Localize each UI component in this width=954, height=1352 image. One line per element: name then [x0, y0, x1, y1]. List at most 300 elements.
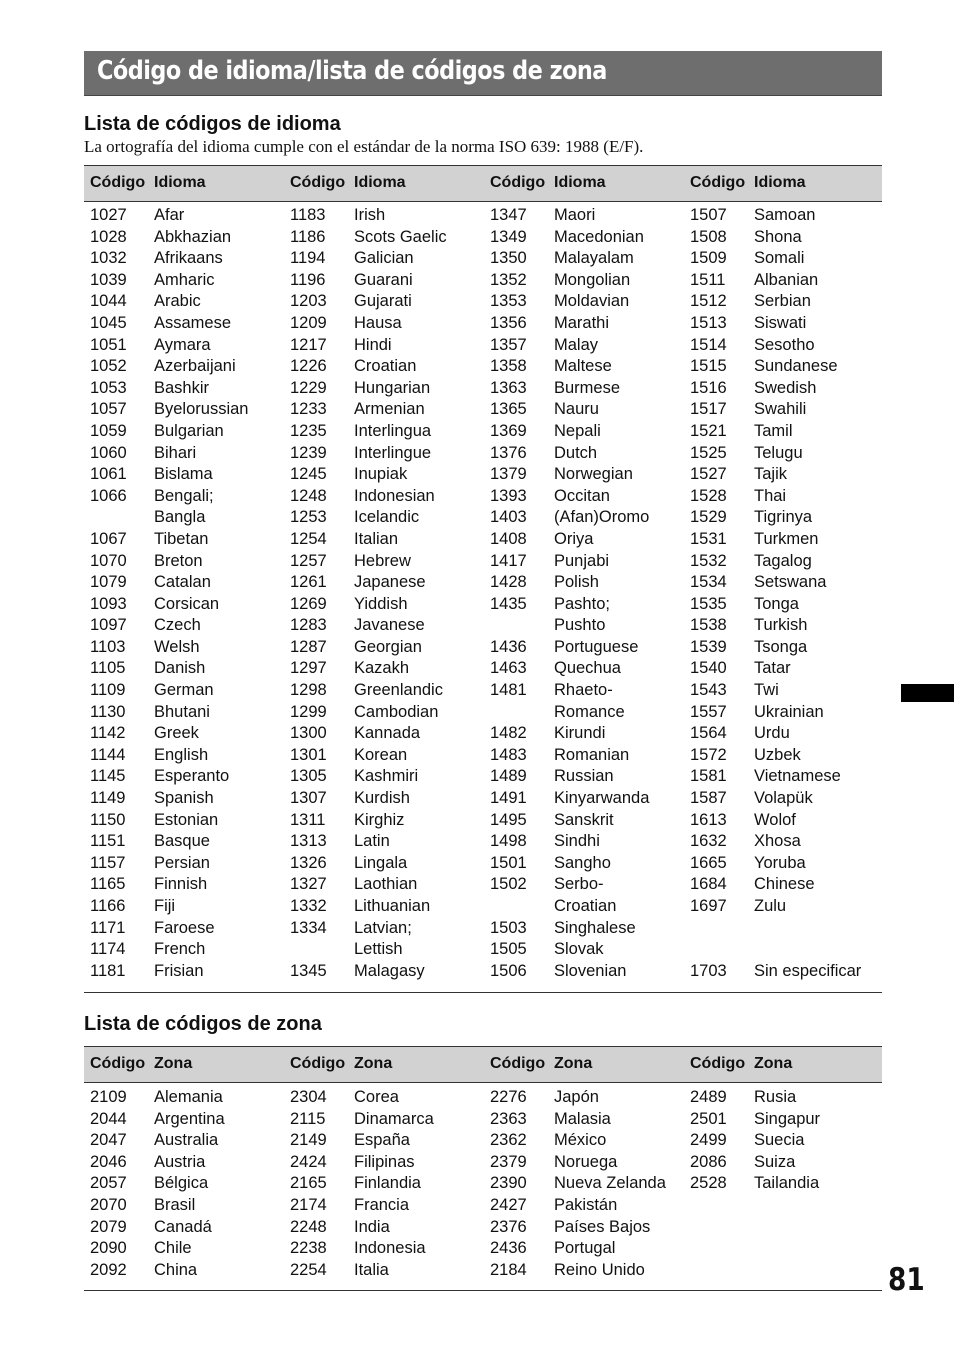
code-cell: 1053: [90, 378, 127, 397]
name-cell: Slovak: [554, 940, 604, 959]
code-cell: 1684: [690, 875, 727, 894]
name-cell: Moldavian: [554, 292, 630, 311]
header-zone: Zona: [154, 1055, 193, 1072]
code-cell: 1301: [290, 745, 327, 764]
header-code: Código: [690, 1055, 746, 1072]
name-cell: Rhaeto-: [554, 681, 613, 700]
code-cell: 1428: [490, 573, 527, 592]
code-cell: 2248: [290, 1217, 327, 1236]
name-cell: Suiza: [754, 1152, 796, 1171]
name-cell: Croatian: [354, 357, 417, 376]
header-code: Código: [290, 174, 346, 191]
name-cell: Marathi: [554, 313, 610, 332]
code-cell: 1028: [90, 227, 127, 246]
code-cell: 1142: [90, 724, 126, 743]
name-cell: Occitan: [554, 486, 610, 505]
name-cell: Nepali: [554, 421, 601, 440]
name-cell: Urdu: [754, 724, 790, 743]
code-cell: 1269: [290, 594, 327, 613]
name-cell: Alemania: [154, 1088, 223, 1106]
name-cell: Filipinas: [354, 1152, 415, 1171]
name-cell: Thai: [754, 486, 787, 505]
code-cell: 1376: [490, 443, 527, 462]
name-cell: Malagasy: [354, 961, 425, 980]
code-cell: 1350: [490, 249, 527, 268]
name-cell: Siswati: [754, 313, 807, 332]
code-cell: 2362: [490, 1131, 527, 1150]
zone-table-body: [84, 1083, 882, 1290]
code-cell: 1495: [490, 810, 527, 829]
code-cell: 1066: [90, 486, 127, 505]
code-cell: 1093: [90, 594, 127, 613]
name-cell: Russian: [554, 767, 614, 786]
code-cell: 1248: [290, 486, 327, 505]
page-title-bar: [84, 51, 882, 96]
code-cell: 2390: [490, 1174, 527, 1193]
code-cell: 2424: [290, 1152, 327, 1171]
code-cell: 1363: [490, 378, 527, 397]
code-cell: 1254: [290, 529, 327, 548]
code-cell: 1057: [90, 400, 127, 419]
name-cell: Tamil: [754, 421, 793, 440]
name-cell: Sesotho: [754, 335, 815, 354]
name-cell: Turkish: [754, 616, 808, 635]
name-cell: Abkhazian: [154, 227, 232, 246]
code-cell: 1507: [690, 206, 727, 224]
name-cell: Frisian: [154, 961, 204, 980]
name-cell: Estonian: [154, 810, 219, 829]
name-cell: Pakistán: [554, 1195, 618, 1214]
code-cell: 1166: [90, 897, 126, 915]
code-cell: 1283: [290, 616, 327, 635]
code-cell: 1203: [290, 292, 327, 311]
code-cell: 1557: [690, 702, 727, 721]
code-cell: 1527: [690, 465, 727, 484]
code-cell: 1514: [690, 335, 727, 354]
code-cell: 1502: [490, 875, 527, 894]
name-cell: Bélgica: [154, 1174, 209, 1193]
code-cell: 1517: [690, 400, 727, 419]
code-cell: 1299: [290, 702, 327, 721]
code-cell: 1703: [690, 961, 727, 980]
code-cell: 1145: [90, 767, 126, 786]
code-cell: 1353: [490, 292, 527, 311]
code-cell: 1581: [690, 767, 727, 786]
code-cell: 1435: [490, 594, 527, 613]
code-cell: 1253: [290, 508, 327, 527]
name-cell: Czech: [154, 616, 201, 635]
name-cell: Oriya: [554, 529, 594, 548]
code-cell: 1181: [90, 961, 126, 980]
name-cell: Somali: [754, 249, 805, 268]
name-cell: Setswana: [754, 573, 827, 592]
name-cell: Kurdish: [354, 789, 410, 808]
code-cell: 1540: [690, 659, 727, 678]
name-cell: Tailandia: [754, 1174, 820, 1193]
code-cell: 1508: [690, 227, 727, 246]
code-cell: 1498: [490, 832, 527, 851]
code-cell: 1489: [490, 767, 527, 786]
name-cell: Shona: [754, 227, 802, 246]
section-tab-marker: [901, 684, 954, 702]
name-cell: Bislama: [154, 465, 213, 484]
code-cell: 1130: [90, 702, 126, 721]
code-cell: 1144: [90, 745, 126, 764]
code-cell: 1632: [690, 832, 727, 851]
name-cell: Japanese: [354, 573, 426, 592]
name-cell: Assamese: [154, 313, 232, 332]
name-cell: Japón: [554, 1088, 599, 1106]
name-cell: Icelandic: [354, 508, 420, 527]
name-cell: Latvian;: [354, 918, 412, 937]
name-cell: Sundanese: [754, 357, 838, 376]
code-cell: 1365: [490, 400, 527, 419]
name-cell: Cambodian: [354, 702, 439, 721]
code-cell: 1059: [90, 421, 127, 440]
name-cell: Bulgarian: [154, 421, 224, 440]
code-cell: 1393: [490, 486, 527, 505]
code-cell: 1345: [290, 961, 327, 980]
code-cell: 1149: [90, 789, 126, 808]
code-cell: 1039: [90, 270, 127, 289]
header-zone: Zona: [354, 1055, 393, 1072]
name-cell: Romance: [554, 702, 625, 721]
code-cell: 1235: [290, 421, 327, 440]
name-cell: Byelorussian: [154, 400, 249, 419]
code-cell: 1257: [290, 551, 327, 570]
name-cell: Sangho: [554, 853, 611, 872]
code-cell: 1109: [90, 681, 126, 700]
name-cell: Lettish: [354, 940, 403, 959]
code-cell: 1408: [490, 529, 527, 548]
code-cell: 1352: [490, 270, 527, 289]
code-cell: 1572: [690, 745, 727, 764]
name-cell: Maori: [554, 206, 596, 224]
code-cell: 2174: [290, 1195, 327, 1214]
name-cell: Bangla: [154, 508, 206, 527]
zone-code-table: [84, 1046, 882, 1291]
code-cell: 1491: [490, 789, 527, 808]
name-cell: Mongolian: [554, 270, 631, 289]
name-cell: Guarani: [354, 270, 413, 289]
code-cell: 1505: [490, 940, 527, 959]
code-cell: 1483: [490, 745, 527, 764]
code-cell: 1245: [290, 465, 327, 484]
name-cell: Amharic: [154, 270, 215, 289]
name-cell: Tsonga: [754, 637, 808, 656]
code-cell: 2363: [490, 1109, 527, 1128]
code-cell: 1194: [290, 249, 326, 268]
code-cell: 1150: [90, 810, 126, 829]
code-cell: 1356: [490, 313, 527, 332]
name-cell: Uzbek: [754, 745, 801, 764]
name-cell: Bashkir: [154, 378, 210, 397]
code-cell: 2165: [290, 1174, 327, 1193]
name-cell: Welsh: [154, 637, 200, 656]
code-cell: 1226: [290, 357, 327, 376]
code-cell: 1436: [490, 637, 527, 656]
name-cell: Austria: [154, 1152, 206, 1171]
name-cell: Rusia: [754, 1088, 797, 1106]
name-cell: Bengali;: [154, 486, 214, 505]
name-cell: Georgian: [354, 637, 422, 656]
code-cell: 1349: [490, 227, 527, 246]
header-code: Código: [290, 1055, 346, 1072]
name-cell: Romanian: [554, 745, 630, 764]
name-cell: Polish: [554, 573, 599, 592]
header-code: Código: [690, 174, 746, 191]
name-cell: Pushto: [554, 616, 606, 635]
name-cell: Pashto;: [554, 594, 610, 613]
code-cell: 1665: [690, 853, 727, 872]
name-cell: Armenian: [354, 400, 425, 419]
code-cell: 1539: [690, 637, 727, 656]
header-language: Idioma: [354, 174, 406, 191]
code-cell: 2304: [290, 1088, 327, 1106]
name-cell: China: [154, 1260, 198, 1279]
name-cell: Kirghiz: [354, 810, 405, 829]
name-cell: Danish: [154, 659, 206, 678]
code-cell: 1045: [90, 313, 127, 332]
name-cell: Xhosa: [754, 832, 801, 851]
header-code: Código: [490, 174, 546, 191]
name-cell: Sindhi: [554, 832, 600, 851]
code-cell: 1233: [290, 400, 327, 419]
code-cell: 1313: [290, 832, 327, 851]
name-cell: Australia: [154, 1131, 219, 1150]
name-cell: Twi: [754, 681, 779, 700]
code-cell: 1587: [690, 789, 727, 808]
code-cell: 1506: [490, 961, 527, 980]
code-cell: 1311: [290, 810, 326, 829]
name-cell: Vietnamese: [754, 767, 841, 786]
code-cell: 1079: [90, 573, 127, 592]
code-cell: 1509: [690, 249, 727, 268]
code-cell: 1379: [490, 465, 527, 484]
name-cell: Tonga: [754, 594, 799, 613]
code-cell: 1298: [290, 681, 327, 700]
name-cell: Serbian: [754, 292, 811, 311]
code-cell: 2276: [490, 1088, 527, 1106]
code-cell: 1334: [290, 918, 327, 937]
code-cell: 1511: [690, 270, 726, 289]
name-cell: Noruega: [554, 1152, 618, 1171]
name-cell: Korean: [354, 745, 408, 764]
code-cell: 2376: [490, 1217, 527, 1236]
name-cell: Javanese: [354, 616, 425, 635]
code-cell: 1516: [690, 378, 727, 397]
name-cell: Punjabi: [554, 551, 610, 570]
code-cell: 2379: [490, 1152, 527, 1171]
name-cell: Indonesia: [354, 1239, 426, 1258]
name-cell: Malay: [554, 335, 599, 354]
name-cell: Portugal: [554, 1239, 616, 1258]
header-zone: Zona: [554, 1055, 593, 1072]
code-cell: 1503: [490, 918, 527, 937]
code-cell: 1032: [90, 249, 127, 268]
code-cell: 1174: [90, 940, 126, 959]
code-cell: 1332: [290, 897, 327, 915]
header-code: Código: [490, 1055, 546, 1072]
name-cell: Inupiak: [354, 465, 408, 484]
language-table-header: [84, 165, 882, 202]
name-cell: Malayalam: [554, 249, 634, 268]
name-cell: Gujarati: [354, 292, 412, 311]
code-cell: 1613: [690, 810, 727, 829]
name-cell: Singhalese: [554, 918, 636, 937]
name-cell: Scots Gaelic: [354, 227, 447, 246]
name-cell: Hebrew: [354, 551, 411, 570]
name-cell: Yiddish: [354, 594, 408, 613]
code-cell: 1531: [690, 529, 727, 548]
code-cell: 1501: [490, 853, 527, 872]
name-cell: Serbo-: [554, 875, 604, 894]
name-cell: Swedish: [754, 378, 817, 397]
name-cell: México: [554, 1131, 607, 1150]
name-cell: Maltese: [554, 357, 612, 376]
name-cell: Quechua: [554, 659, 621, 678]
code-cell: 1105: [90, 659, 126, 678]
code-cell: 2109: [90, 1088, 127, 1106]
code-cell: 1300: [290, 724, 327, 743]
name-cell: Corea: [354, 1088, 399, 1106]
page-title: Código de idioma/lista de códigos de zona: [97, 56, 607, 86]
name-cell: Galician: [354, 249, 414, 268]
name-cell: Brasil: [154, 1195, 196, 1214]
name-cell: Fiji: [154, 897, 176, 915]
name-cell: Hindi: [354, 335, 392, 354]
code-cell: 1297: [290, 659, 327, 678]
code-cell: 1097: [90, 616, 127, 635]
name-cell: Yoruba: [754, 853, 806, 872]
code-cell: 1287: [290, 637, 327, 656]
name-cell: Italian: [354, 529, 399, 548]
name-cell: Esperanto: [154, 767, 230, 786]
code-cell: 1186: [290, 227, 326, 246]
zone-table-header: [84, 1046, 882, 1083]
code-cell: 1482: [490, 724, 527, 743]
language-code-table: [84, 165, 882, 993]
name-cell: Greek: [154, 724, 199, 743]
name-cell: Lithuanian: [354, 897, 431, 915]
name-cell: Arabic: [154, 292, 201, 311]
name-cell: Sanskrit: [554, 810, 614, 829]
code-cell: 1534: [690, 573, 727, 592]
name-cell: Indonesian: [354, 486, 435, 505]
header-code: Código: [90, 174, 146, 191]
name-cell: Greenlandic: [354, 681, 443, 700]
name-cell: Azerbaijani: [154, 357, 236, 376]
name-cell: Italia: [354, 1260, 389, 1279]
name-cell: Dutch: [554, 443, 598, 462]
code-cell: 2501: [690, 1109, 727, 1128]
code-cell: 1209: [290, 313, 327, 332]
code-cell: 1070: [90, 551, 127, 570]
name-cell: French: [154, 940, 206, 959]
header-language: Idioma: [154, 174, 206, 191]
code-cell: 2079: [90, 1217, 127, 1236]
name-cell: Nueva Zelanda: [554, 1174, 666, 1193]
name-cell: Francia: [354, 1195, 410, 1214]
code-cell: 1525: [690, 443, 727, 462]
name-cell: Tatar: [754, 659, 791, 678]
name-cell: Spanish: [154, 789, 214, 808]
name-cell: Corsican: [154, 594, 220, 613]
name-cell: Kazakh: [354, 659, 410, 678]
code-cell: 2070: [90, 1195, 127, 1214]
code-cell: 1513: [690, 313, 727, 332]
code-cell: 1151: [90, 832, 126, 851]
name-cell: España: [354, 1131, 410, 1150]
language-section-heading: Lista de códigos de idioma: [84, 113, 341, 135]
name-cell: Kirundi: [554, 724, 606, 743]
code-cell: 1196: [290, 270, 326, 289]
name-cell: Hungarian: [354, 378, 431, 397]
name-cell: Tigrinya: [754, 508, 813, 527]
code-cell: 1347: [490, 206, 527, 224]
name-cell: Bihari: [154, 443, 197, 462]
name-cell: Hausa: [354, 313, 402, 332]
code-cell: 1027: [90, 206, 127, 224]
code-cell: 1165: [90, 875, 126, 894]
language-table-body: [84, 202, 882, 992]
name-cell: Zulu: [754, 897, 787, 915]
name-cell: Suecia: [754, 1131, 805, 1150]
code-cell: 2427: [490, 1195, 527, 1214]
code-cell: 1261: [290, 573, 327, 592]
name-cell: Bhutani: [154, 702, 210, 721]
name-cell: Tagalog: [754, 551, 812, 570]
code-cell: 1529: [690, 508, 727, 527]
code-cell: 2092: [90, 1260, 127, 1279]
name-cell: Afar: [154, 206, 185, 224]
code-cell: 1538: [690, 616, 727, 635]
name-cell: Interlingua: [354, 421, 432, 440]
code-cell: 2436: [490, 1239, 527, 1258]
code-cell: 1543: [690, 681, 727, 700]
code-cell: 1535: [690, 594, 727, 613]
name-cell: Singapur: [754, 1109, 821, 1128]
code-cell: 1307: [290, 789, 327, 808]
code-cell: 1044: [90, 292, 127, 311]
name-cell: Aymara: [154, 335, 211, 354]
name-cell: Ukrainian: [754, 702, 824, 721]
code-cell: 1564: [690, 724, 727, 743]
name-cell: Persian: [154, 853, 210, 872]
name-cell: Catalan: [154, 573, 211, 592]
name-cell: Dinamarca: [354, 1109, 434, 1128]
name-cell: Samoan: [754, 206, 816, 224]
name-cell: Argentina: [154, 1109, 225, 1128]
name-cell: English: [154, 745, 209, 764]
name-cell: Volapük: [754, 789, 813, 808]
name-cell: Tibetan: [154, 529, 209, 548]
code-cell: 2149: [290, 1131, 327, 1150]
code-cell: 1229: [290, 378, 327, 397]
name-cell: Reino Unido: [554, 1260, 645, 1279]
name-cell: Laothian: [354, 875, 418, 894]
name-cell: Chinese: [754, 875, 815, 894]
code-cell: 1327: [290, 875, 327, 894]
code-cell: 1521: [690, 421, 727, 440]
code-cell: 1697: [690, 897, 727, 915]
name-cell: Nauru: [554, 400, 599, 419]
name-cell: Breton: [154, 551, 203, 570]
code-cell: 1061: [90, 465, 127, 484]
name-cell: Chile: [154, 1239, 192, 1258]
name-cell: Lingala: [354, 853, 408, 872]
header-language: Idioma: [754, 174, 806, 191]
